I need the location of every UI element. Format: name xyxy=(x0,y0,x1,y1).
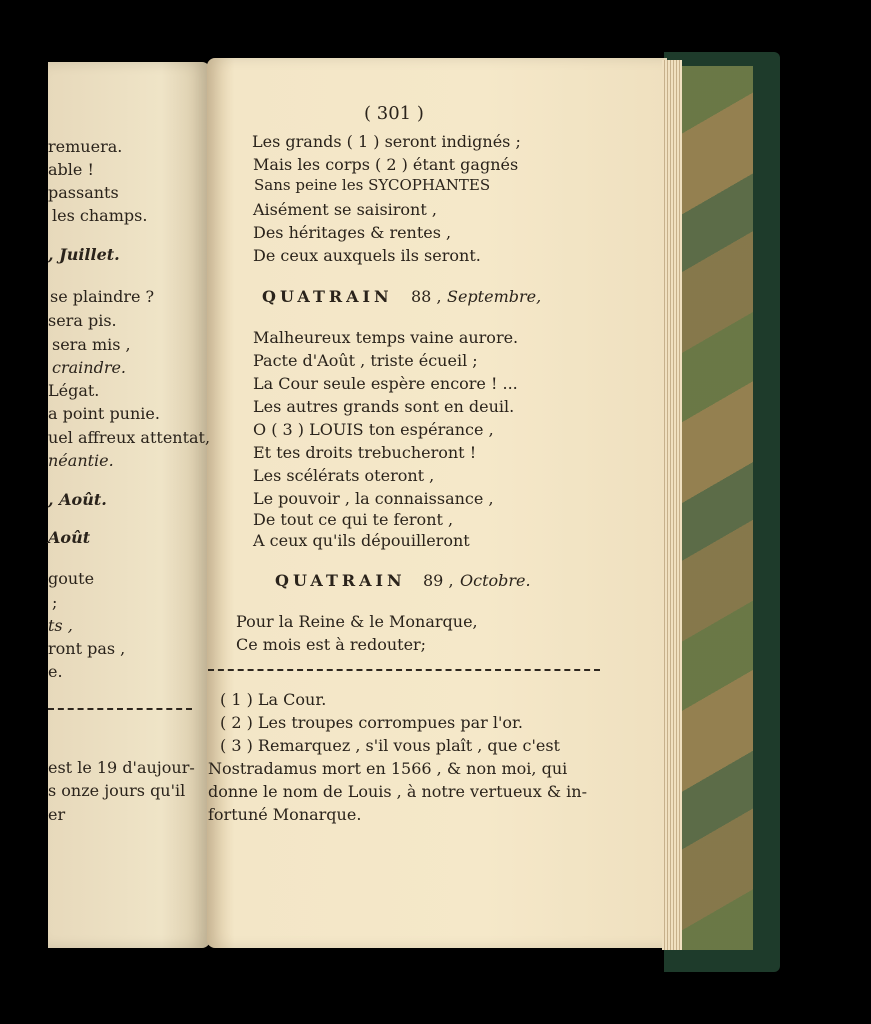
verse-line: Mais les corps ( 2 ) étant gagnés xyxy=(253,155,519,174)
page-number: ( 301 ) xyxy=(364,103,424,124)
quatrain-heading-number: 89 , xyxy=(423,571,454,590)
marbled-endpaper xyxy=(679,66,753,950)
left-line: néantie. xyxy=(48,451,114,470)
verse-line: A ceux qu'ils dépouilleront xyxy=(253,531,470,550)
verse-line: Sans peine les SYCOPHANTES xyxy=(254,176,491,194)
verse-line: La Cour seule espère encore ! ... xyxy=(253,374,518,393)
quatrain-heading-number: 88 , xyxy=(411,287,442,306)
left-line: uel affreux attentat, xyxy=(48,428,211,447)
left-line: Légat. xyxy=(48,381,100,400)
verse-line: Les grands ( 1 ) seront indignés ; xyxy=(252,132,521,151)
footnote-rule xyxy=(208,669,600,671)
verse-line: Les autres grands sont en deuil. xyxy=(253,397,515,416)
verse-line: Les scélérats oteront , xyxy=(253,466,435,485)
left-line: , Juillet. xyxy=(48,245,120,264)
left-line: e. xyxy=(48,662,63,681)
left-line: ; xyxy=(52,593,58,612)
footnote-line: ( 2 ) Les troupes corrompues par l'or. xyxy=(220,713,523,732)
left-line: les champs. xyxy=(52,206,148,225)
footnote-rule xyxy=(48,708,192,710)
left-line: , Août. xyxy=(48,490,107,509)
left-line: a point punie. xyxy=(48,404,160,423)
footnote-line: fortuné Monarque. xyxy=(208,805,362,824)
left-line: passants xyxy=(48,183,119,202)
left-footnote-line: er xyxy=(48,805,66,824)
left-line: se plaindre ? xyxy=(50,287,155,306)
quatrain-heading-label: QUATRAIN xyxy=(262,287,393,306)
quatrain-heading-month: Septembre, xyxy=(447,287,542,306)
verse-line: Malheureux temps vaine aurore. xyxy=(253,328,519,347)
verse-line: O ( 3 ) LOUIS ton espérance , xyxy=(253,420,494,439)
footnote-line: Nostradamus mort en 1566 , & non moi, qui xyxy=(208,759,568,778)
verse-line: De tout ce qui te feront , xyxy=(253,510,454,529)
left-line: goute xyxy=(48,569,95,588)
left-line: sera pis. xyxy=(48,311,117,330)
left-line: able ! xyxy=(48,160,94,179)
verse-line: Ce mois est à redouter; xyxy=(236,635,427,654)
left-footnote-line: s onze jours qu'il xyxy=(48,781,186,800)
verse-line: Aisément se saisiront , xyxy=(253,200,437,219)
verse-line: Le pouvoir , la connaissance , xyxy=(253,489,494,508)
footnote-line: ( 1 ) La Cour. xyxy=(220,690,327,709)
left-line: remuera. xyxy=(48,137,123,156)
left-line: ront pas , xyxy=(48,639,126,658)
verse-line: Des héritages & rentes , xyxy=(253,223,452,242)
footnote-line: donne le nom de Louis , à notre vertueux & in- xyxy=(208,782,587,801)
left-line: sera mis , xyxy=(52,335,131,354)
verse-line: Pour la Reine & le Monarque, xyxy=(236,612,478,631)
left-line: Août xyxy=(48,528,91,547)
left-line: craindre. xyxy=(52,358,127,377)
verse-line: De ceux auxquels ils seront. xyxy=(253,246,481,265)
verse-line: Pacte d'Août , triste écueil ; xyxy=(253,351,478,370)
left-footnote-line: est le 19 d'aujour- xyxy=(48,758,195,777)
quatrain-heading-label: QUATRAIN xyxy=(275,571,406,590)
quatrain-heading-month: Octobre. xyxy=(460,571,531,590)
left-line: ts , xyxy=(48,616,73,635)
footnote-line: ( 3 ) Remarquez , s'il vous plaît , que c'est xyxy=(220,736,560,755)
page-edges xyxy=(662,60,682,950)
verse-line: Et tes droits trebucheront ! xyxy=(253,443,477,462)
